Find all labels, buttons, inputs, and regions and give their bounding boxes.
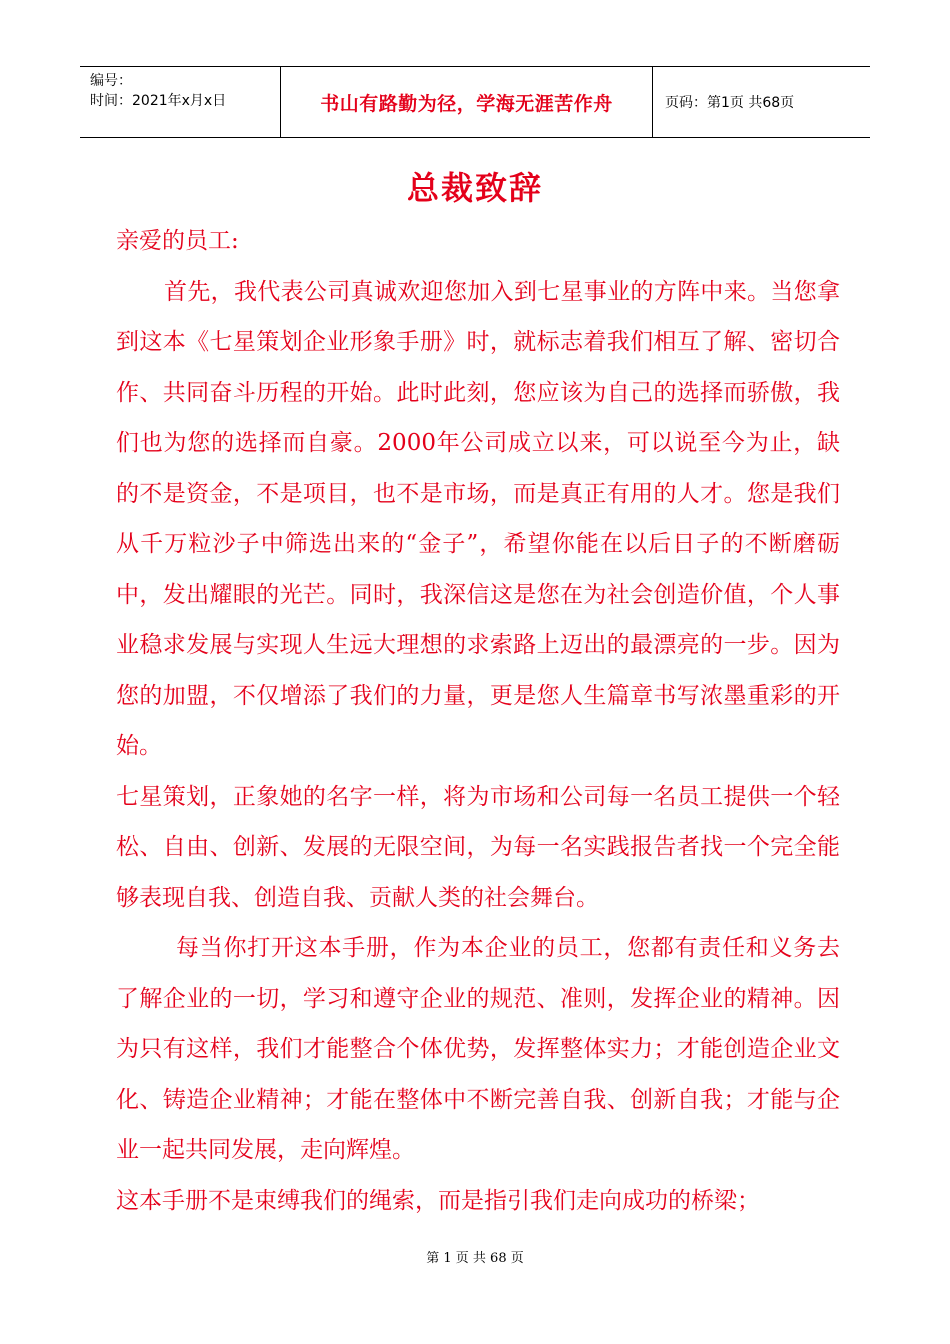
page-footer: 第 1 页 共 68 页: [426, 1251, 524, 1266]
document-title: 总裁致辞: [406, 169, 543, 207]
salutation: 亲爱的员工:: [116, 228, 239, 254]
number-label: 编号：: [90, 73, 132, 89]
document-body: [116, 216, 840, 1226]
paragraph-responsibility: 每当你打开这本手册，作为本企业的员工，您都有责任和义务去了解企业的一切，学习和遵守企业的规范、准则，发挥企业的精神。因为只有这样，我们才能整合个体优势，发挥整体实力；才能创造企业文化、铸造企业精神；才能在整体中不断完善自我、创新自我；才能与企业一起共同发展，走向辉煌。: [116, 935, 840, 1163]
paragraph-company: 七星策划，正象她的名字一样，将为市场和公司每一名员工提供一个轻松、自由、创新、发展的无限空间，为每一名实践报告者找一个完全能够表现自我、创造自我、贡献人类的社会舞台。: [116, 783, 840, 911]
header-meta-cell: [80, 67, 281, 137]
header-page-info: 页码：第1页 共68页: [665, 95, 795, 111]
page-header: [80, 66, 870, 138]
header-motto: 书山有路勤为径，学海无涯苦作舟: [281, 67, 653, 137]
paragraph-handbook: 这本手册不是束缚我们的绳索，而是指引我们走向成功的桥梁；: [116, 1187, 760, 1214]
paragraph-welcome: 首先，我代表公司真诚欢迎您加入到七星事业的方阵中来。当您拿到这本《七星策划企业形象手册》时，就标志着我们相互了解、密切合作、共同奋斗历程的开始。此时此刻，您应该为自己的选择而骄傲，我们也为您的选择而自豪。2000年公司成立以来，可以说至今为止，缺的不是资金，不是项目，也不是市场，而是真正有用的人才。您是我们从千万粒沙子中筛选出来的“金子”，希望你能在以后日子的不断磨砺中，发出耀眼的光芒。同时，我深信这是您在为社会创造价值，个人事业稳求发展与实现人生远大理想的求索路上迈出的最漂亮的一步。因为您的加盟，不仅增添了我们的力量，更是您人生篇章书写浓墨重彩的开始。: [116, 278, 840, 759]
time-label: 时间：2021年x月x日: [90, 93, 227, 109]
